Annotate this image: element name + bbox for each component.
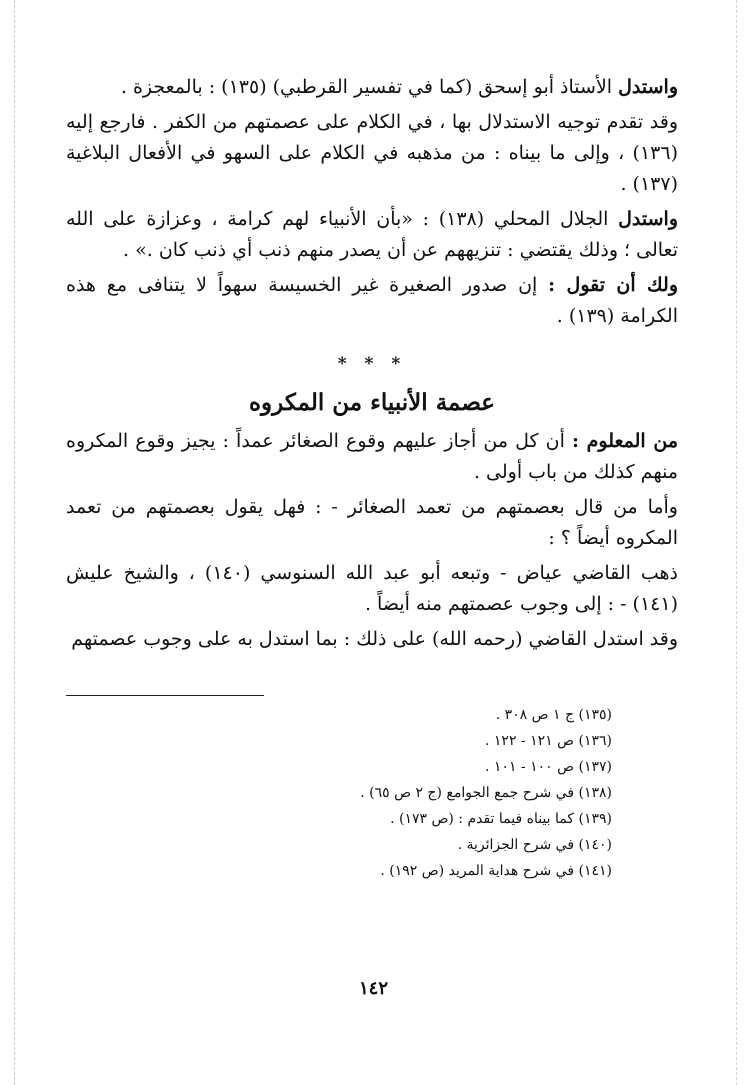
paragraph-text: وأما من قال بعصمتهم من تعمد الصغائر - : فهل يقول بعصمتهم من تعمد المكروه أيضاً ؟ : (66, 496, 678, 549)
section-separator: * * * (337, 354, 407, 374)
footnotes (66, 702, 678, 884)
section-paragraph-3 (66, 558, 678, 620)
footnote: (١٣٩) كما بيناه فيما تقدم : (ص ١٧٣) . (390, 811, 612, 827)
scan-edge-right (736, 0, 737, 1085)
paragraph-text: الجلال المحلي (١٣٨) : «بأن الأنبياء لهم كرامة ، وعزازة على الله تعالى ؛ وذلك يقتضي : تنزيههم عن أن يصدر منهم ذنب أي ذنب كان .» . (66, 208, 678, 261)
body-paragraph-1 (66, 72, 678, 103)
section-paragraph-4 (66, 624, 678, 655)
paragraph-text: ذهب القاضي عياض - وتبعه أبو عبد الله السنوسي (١٤٠) ، والشيخ عليش (١٤١) - : إلى وجوب عصمتهم منه أيضاً . (66, 562, 678, 615)
paragraph-text: أن كل من أجاز عليهم وقوع الصغائر عمداً : يجيز وقوع المكروه منهم كذلك من باب أولى . (66, 430, 678, 483)
body-paragraph-3 (66, 204, 678, 266)
paragraph-lead: واستدل (618, 208, 678, 230)
paragraph-text: الأستاذ أبو إسحق (كما في تفسير القرطبي) (١٣٥) : بالمعجزة . (120, 76, 619, 98)
paragraph-text: وقد تقدم توجيه الاستدلال بها ، في الكلام على عصمتهم من الكفر . فارجع إليه (١٣٦) ، وإلى ما بيناه : من مذهبه في الكلام على السهو في الأفعال البلاغية (١٣٧) . (66, 111, 678, 195)
footnote: (١٣٥) ج ١ ص ٣٠٨ . (495, 707, 612, 723)
paragraph-text: وقد استدل القاضي (رحمه الله) على ذلك : بما استدل به على وجوب عصمتهم (71, 628, 678, 650)
paragraph-lead: واستدل (618, 76, 678, 98)
paragraph-text: إن صدور الصغيرة غير الخسيسة سهواً لا يتنافى مع هذه الكرامة (١٣٩) . (66, 274, 678, 327)
footnote: (١٣٨) في شرح جمع الجوامع (ج ٢ ص ٦٥) . (360, 785, 612, 801)
footnote-divider (66, 695, 264, 696)
paragraph-lead: ولك أن تقول : (548, 274, 678, 296)
section-heading: عصمة الأنبياء من المكروه (248, 389, 495, 416)
footnote: (١٣٧) ص ١٠٠ - ١٠١ . (485, 759, 612, 775)
scan-edge-left (14, 0, 15, 1085)
footnote: (١٤١) في شرح هداية المريد (ص ١٩٢) . (380, 863, 612, 879)
section-paragraph-1 (66, 426, 678, 488)
section-paragraph-2 (66, 492, 678, 554)
paragraph-lead: من المعلوم : (571, 430, 678, 452)
page-content (66, 72, 678, 884)
footnote: (١٣٦) ص ١٢١ - ١٢٢ . (485, 733, 612, 749)
page-number: ١٤٢ (358, 978, 388, 999)
footnote: (١٤٠) في شرح الجزائرية . (457, 837, 612, 853)
body-paragraph-2 (66, 107, 678, 200)
body-paragraph-4 (66, 270, 678, 332)
